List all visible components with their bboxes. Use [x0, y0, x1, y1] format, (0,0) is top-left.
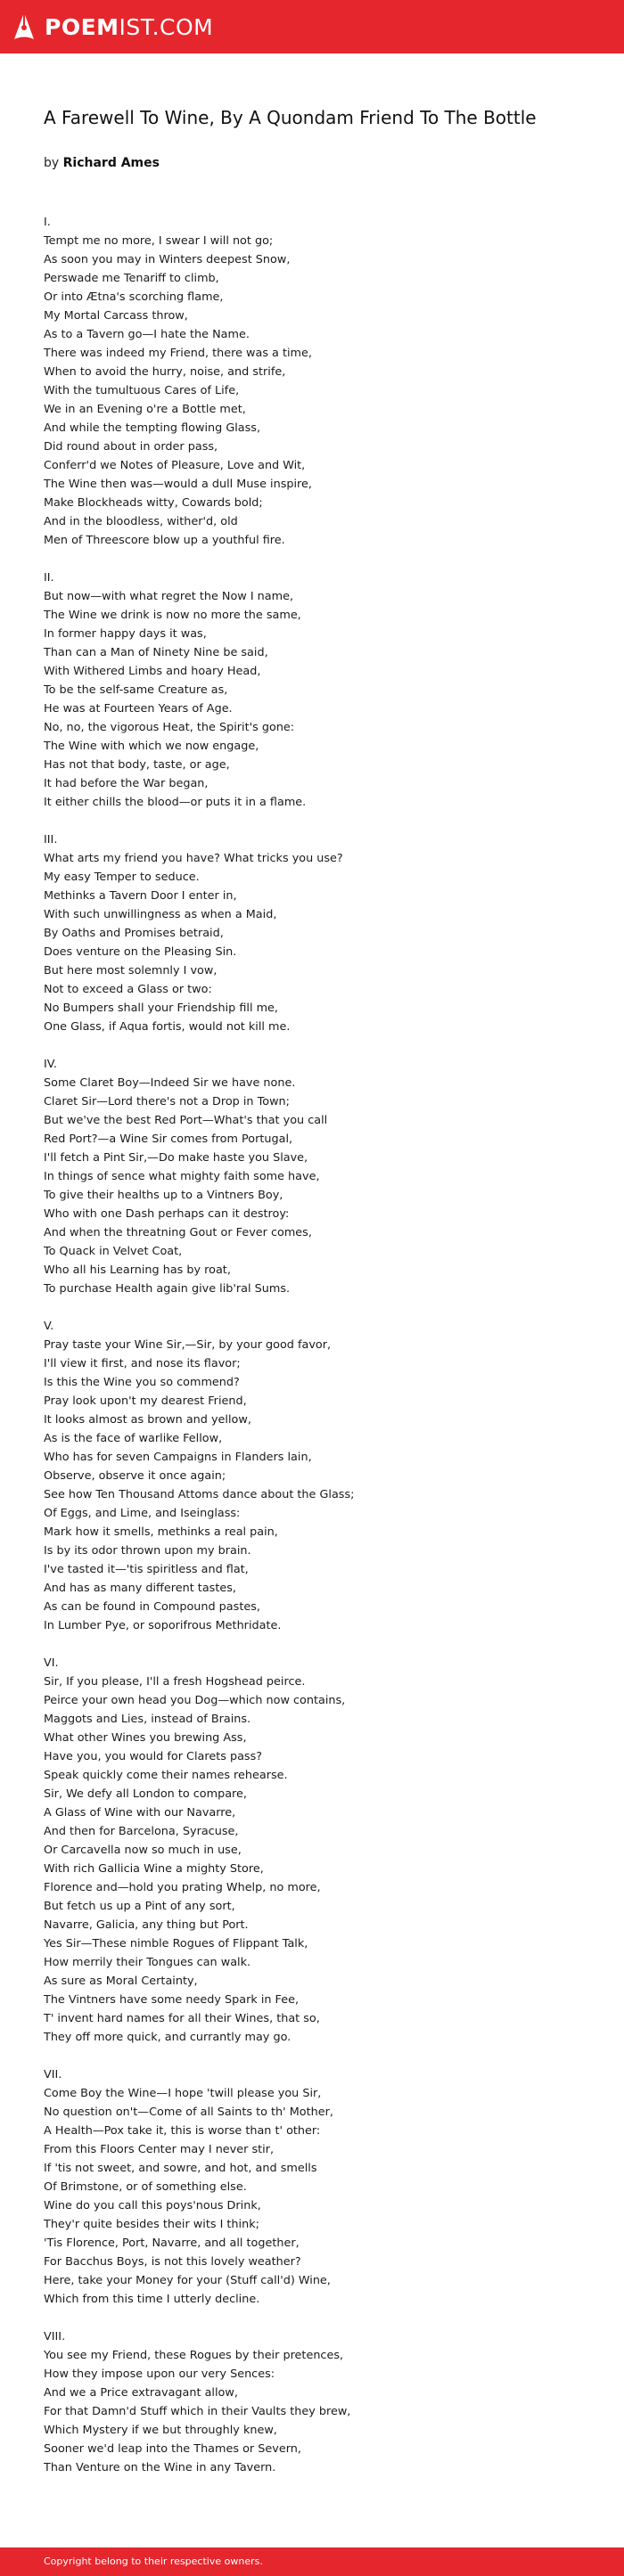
poem-line: As to a Tavern go—I hate the Name. [44, 328, 250, 341]
poem-line: To purchase Health again give lib'ral Sums. [44, 1282, 291, 1296]
byline-label: by [44, 156, 60, 170]
poem-line: Peirce your own head you Dog—which now contains, [44, 1694, 346, 1707]
poem-line: There was indeed my Friend, there was a time, [44, 347, 312, 360]
poem-line: It looks almost as brown and yellow, [44, 1413, 251, 1427]
poem-line: But now—with what regret the Now I name, [44, 590, 294, 603]
poem-line: Have you, you would for Clarets pass? [44, 1750, 263, 1763]
poem-line: Sir, If you please, I'll a fresh Hogshead peirce. [44, 1675, 306, 1689]
poem-line: From this Floors Center may I never stir, [44, 2143, 275, 2156]
poem-line: T' invent hard names for all their Wines, that so, [44, 2012, 320, 2025]
poem-line: Perswade me Tenariff to climb, [44, 272, 219, 285]
poem-line: But we've the best Red Port—What's that you call [44, 1114, 328, 1127]
poem-stanza [44, 1317, 596, 1635]
poem-line: Does venture on the Pleasing Sin. [44, 945, 237, 959]
stanza-number: V. [44, 1320, 54, 1333]
site-logo[interactable] [12, 12, 213, 42]
poem-line: Wine do you call this poys'nous Drink, [44, 2199, 261, 2212]
poem-line: Sooner we'd leap into the Thames or Severn, [44, 2442, 301, 2456]
poem-stanza [44, 2327, 596, 2477]
poem-line: As can be found in Compound pastes, [44, 1600, 260, 1614]
stanza-number: III. [44, 833, 58, 846]
poem-line: As soon you may in Winters deepest Snow, [44, 253, 291, 266]
poem-line: They'r quite besides their wits I think; [44, 2218, 259, 2231]
poem-line: As sure as Moral Certainty, [44, 1975, 198, 1988]
poem-stanza [44, 830, 596, 1036]
poem-line: Not to exceed a Glass or two: [44, 983, 212, 996]
poem-line: Men of Threescore blow up a youthful fire. [44, 534, 285, 547]
poem-line: Here, take your Money for your (Stuff call'd) Wine, [44, 2274, 331, 2287]
poem-line: The Wine then was—would a dull Muse inspire, [44, 478, 312, 491]
poem-line: In things of sence what mighty faith some have, [44, 1170, 320, 1183]
poem-line: You see my Friend, these Rogues by their pretences, [44, 2349, 344, 2362]
poem-line: With Withered Limbs and hoary Head, [44, 665, 261, 678]
poem-line: My easy Temper to seduce. [44, 871, 200, 884]
poem-line: When to avoid the hurry, noise, and strife, [44, 365, 286, 379]
poem-line: Yes Sir—These nimble Rogues of Flippant Talk, [44, 1937, 308, 1950]
poem-line: A Glass of Wine with our Navarre, [44, 1806, 236, 1820]
poem-line: 'Tis Florence, Port, Navarre, and all together, [44, 2237, 300, 2250]
poem-line: For Bacchus Boys, is not this lovely weather? [44, 2255, 301, 2269]
poem-line: But here most solemnly I vow, [44, 964, 218, 977]
poem-line: Than can a Man of Ninety Nine be said, [44, 646, 268, 659]
poem-line: And then for Barcelona, Syracuse, [44, 1825, 239, 1838]
poem-line: Make Blockheads witty, Cowards bold; [44, 496, 263, 510]
stanza-number: VI. [44, 1656, 59, 1670]
logo-text-light: IST.COM [119, 13, 214, 40]
poem-line: Florence and—hold you prating Whelp, no more, [44, 1881, 321, 1894]
poem-line: Who all his Learning has by roat, [44, 1263, 231, 1277]
poem-line: See how Ten Thousand Attoms dance about the Glass; [44, 1488, 355, 1501]
poem-line: Mark how it smells, methinks a real pain, [44, 1525, 278, 1539]
poem-line: Or into Ætna's scorching flame, [44, 290, 224, 304]
stanza-number: I. [44, 216, 51, 229]
poem-stanza [44, 213, 596, 550]
poem-stanza [44, 1654, 596, 2047]
poem-line: In former happy days it was, [44, 627, 207, 641]
author-link[interactable]: Richard Ames [62, 156, 160, 170]
logo-text-bold: POEM [45, 13, 119, 40]
poem-stanza [44, 568, 596, 812]
poem-title: A Farewell To Wine, By A Quondam Friend To The Bottle [44, 107, 537, 128]
poem-line: It had before the War began, [44, 777, 209, 790]
poem-line: And has as many different tastes, [44, 1582, 236, 1595]
poem-line: Which from this time I utterly decline. [44, 2293, 260, 2306]
byline [44, 154, 160, 172]
poem-line: The Wine with which we now engage, [44, 740, 259, 753]
copyright-text: Copyright belong to their respective owners. [44, 2556, 263, 2567]
poem-line: Did round about in order pass, [44, 440, 218, 454]
poem-line: Sir, We defy all London to compare, [44, 1787, 247, 1801]
poem-line: Conferr'd we Notes of Pleasure, Love and Wit, [44, 459, 306, 472]
poem-line: Is by its odor thrown upon my brain. [44, 1544, 251, 1558]
poem-line: Is this the Wine you so commend? [44, 1376, 240, 1389]
stanza-number: VIII. [44, 2330, 66, 2343]
stanza-number: II. [44, 571, 54, 585]
poem-line: What other Wines you brewing Ass, [44, 1731, 247, 1745]
poem-line: Claret Sir—Lord there's not a Drop in Town; [44, 1095, 290, 1108]
site-footer [0, 2547, 624, 2576]
poem-line: I'll fetch a Pint Sir,—Do make haste you Slave, [44, 1151, 308, 1165]
poem-line: And we a Price extravagant allow, [44, 2386, 238, 2400]
poem-line: For that Damn'd Stuff which in their Vaults they brew, [44, 2405, 351, 2418]
poem-line: Speak quickly come their names rehearse. [44, 1769, 288, 1782]
poem-line: If 'tis not sweet, and sowre, and hot, and smells [44, 2162, 317, 2175]
poem-line: With rich Gallicia Wine a mighty Store, [44, 1862, 264, 1876]
poem-line: Or Carcavella now so much in use, [44, 1844, 242, 1857]
poem-line: Pray look upon't my dearest Friend, [44, 1394, 247, 1408]
poem-line: As is the face of warlike Fellow, [44, 1432, 223, 1445]
poem-line: And when the threatning Gout or Fever comes, [44, 1226, 312, 1239]
poem-line: It either chills the blood—or puts it in a flame. [44, 796, 307, 809]
site-header [0, 0, 624, 53]
poem-line: He was at Fourteen Years of Age. [44, 702, 233, 716]
poem-line: How merrily their Tongues can walk. [44, 1956, 251, 1969]
poem-line: Some Claret Boy—Indeed Sir we have none. [44, 1076, 296, 1090]
poem-line: Maggots and Lies, instead of Brains. [44, 1713, 251, 1726]
poem-line: Observe, observe it once again; [44, 1469, 226, 1483]
site-logo-text [45, 14, 213, 40]
poem-line: I've tasted it—'tis spiritless and flat, [44, 1563, 249, 1576]
poem-line: To be the self-same Creature as, [44, 683, 228, 697]
poem-line: How they impose upon our very Sences: [44, 2367, 275, 2381]
poem-line: Who has for seven Campaigns in Flanders lain, [44, 1451, 312, 1464]
poem-line: I'll view it first, and nose its flavor; [44, 1357, 241, 1370]
poem-line: Methinks a Tavern Door I enter in, [44, 889, 237, 903]
poem-line: What arts my friend you have? What tricks you use? [44, 852, 343, 865]
poem-line: But fetch us up a Pint of any sort, [44, 1900, 235, 1913]
poem-line: The Vintners have some needy Spark in Fee, [44, 1993, 300, 2007]
poem-line: No question on't—Come of all Saints to th' Mother, [44, 2106, 333, 2119]
poem-line: And in the bloodless, wither'd, old [44, 515, 238, 528]
poem-line: With the tumultuous Cares of Life, [44, 384, 240, 397]
poem-line: Which Mystery if we but throughly knew, [44, 2424, 277, 2437]
poem-line: One Glass, if Aqua fortis, would not kill me. [44, 1020, 291, 1034]
poem-line: They off more quick, and currantly may go. [44, 2031, 291, 2044]
poem-line: And while the tempting flowing Glass, [44, 421, 261, 435]
poem-line: To give their healths up to a Vintners Boy, [44, 1189, 283, 1202]
poem-line: Navarre, Galicia, any thing but Port. [44, 1918, 249, 1932]
poem-line: Who with one Dash perhaps can it destroy: [44, 1207, 290, 1221]
poem-line: My Mortal Carcass throw, [44, 309, 188, 323]
poem-line: Than Venture on the Wine in any Tavern. [44, 2461, 276, 2474]
poem-stanza [44, 1055, 596, 1298]
poem-line: No, no, the vigorous Heat, the Spirit's gone: [44, 721, 295, 734]
poem-line: Pray taste your Wine Sir,—Sir, by your good favor, [44, 1338, 332, 1352]
poem-stanza [44, 2065, 596, 2309]
poem-line: Come Boy the Wine—I hope 'twill please you Sir, [44, 2087, 322, 2100]
stanza-number: IV. [44, 1058, 57, 1071]
poem-line: By Oaths and Promises betraid, [44, 927, 224, 940]
poem-line: The Wine we drink is now no more the same, [44, 609, 301, 622]
poem-line: To Quack in Velvet Coat, [44, 1245, 183, 1258]
poem-body [44, 213, 596, 2496]
poem-line: Red Port?—a Wine Sir comes from Portugal, [44, 1133, 293, 1146]
poem-line: With such unwillingness as when a Maid, [44, 908, 277, 921]
poem-line: No Bumpers shall your Friendship fill me, [44, 1002, 278, 1015]
poem-line: In Lumber Pye, or soporifrous Methridate. [44, 1619, 282, 1632]
poem-line: We in an Evening o're a Bottle met, [44, 403, 246, 416]
poem-line: Has not that body, taste, or age, [44, 758, 230, 772]
poem-line: Tempt me no more, I swear I will not go; [44, 234, 274, 248]
poem-line: Of Eggs, and Lime, and Iseinglass: [44, 1507, 241, 1520]
pen-nib-icon [12, 12, 36, 42]
stanza-number: VII. [44, 2068, 62, 2081]
poem-line: A Health—Pox take it, this is worse than t' other: [44, 2124, 321, 2138]
poem-line: Of Brimstone, or of something else. [44, 2180, 247, 2194]
